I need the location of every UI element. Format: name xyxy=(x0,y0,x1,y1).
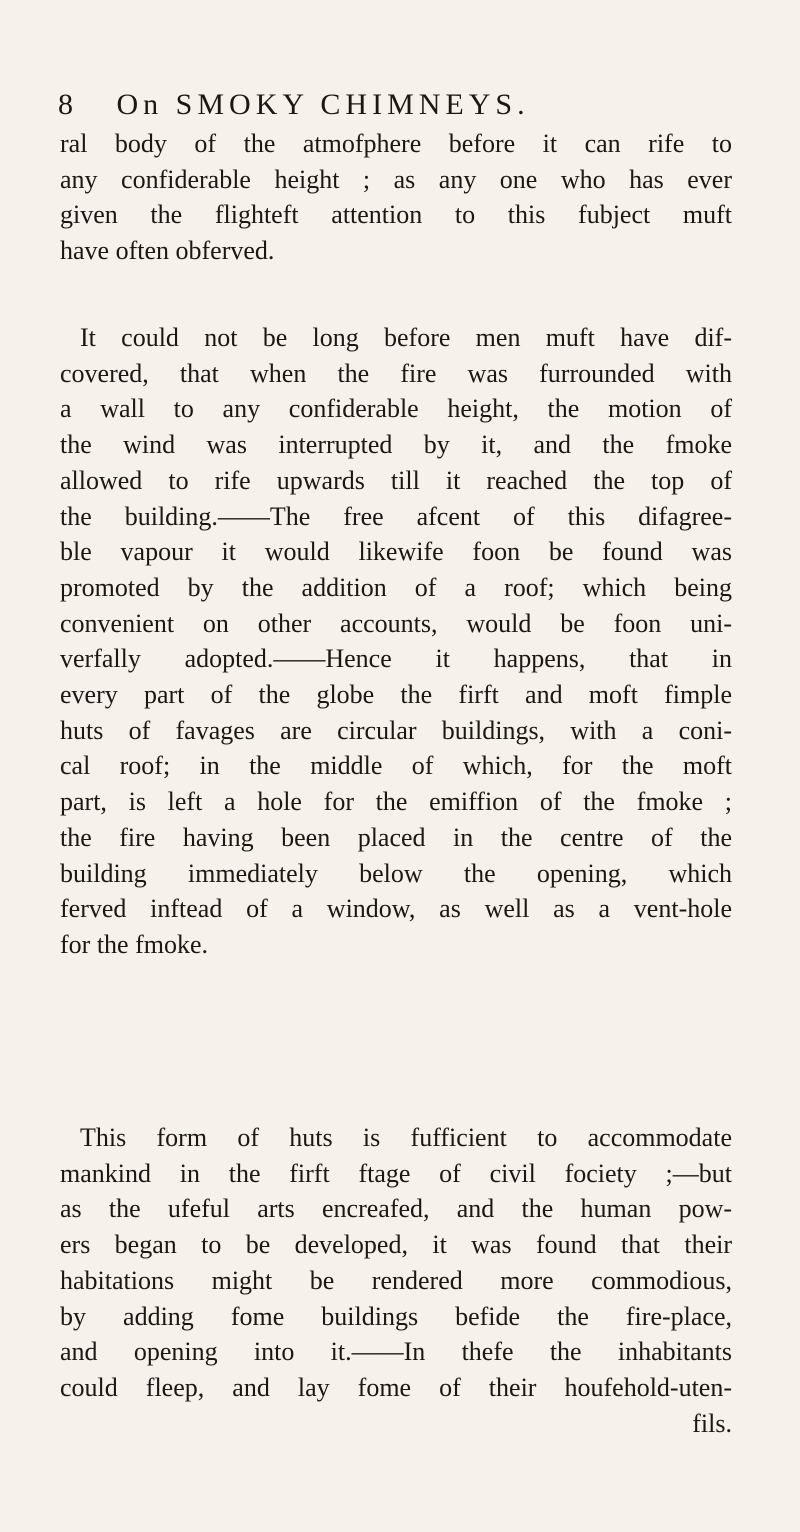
text-line: verfally adopted.——Hence it happens, that in xyxy=(60,644,732,674)
text-line: mankind in the firft ftage of civil fociety ;—but xyxy=(60,1158,732,1188)
text-line: habitations might be rendered more commodious, xyxy=(60,1265,732,1295)
text-line: ferved inftead of a window, as well as a vent-hole xyxy=(60,894,732,924)
text-line: covered, that when the fire was furrounded with xyxy=(60,358,732,388)
text-line: cal roof; in the middle of which, for the moft xyxy=(60,751,732,781)
text-line: given the flighteft attention to this fubject muft xyxy=(60,200,732,230)
paragraph-2 xyxy=(60,320,732,963)
text-line: by adding fome buildings befide the fire-place, xyxy=(60,1301,732,1331)
text-line: ers began to be developed, it was found that their xyxy=(60,1230,732,1260)
paragraph-1 xyxy=(60,126,732,269)
text-line: every part of the globe the firft and moft fimple xyxy=(60,680,732,710)
text-line: fils. xyxy=(692,1408,732,1438)
text-line: promoted by the addition of a roof; which being xyxy=(60,572,732,602)
text-line: have often obferved. xyxy=(60,236,275,266)
text-line: the fire having been placed in the centre of the xyxy=(60,822,732,852)
text-line: any confiderable height ; as any one who has ever xyxy=(60,164,732,194)
text-line: building immediately below the opening, which xyxy=(60,858,732,888)
text-line: for the fmoke. xyxy=(60,929,209,959)
text-line: It could not be long before men muft have dif- xyxy=(80,323,732,352)
text-line: part, is left a hole for the emiffion of the fmoke ; xyxy=(60,787,732,817)
text-line: a wall to any confiderable height, the motion of xyxy=(60,394,732,424)
text-line: convenient on other accounts, would be foon uni- xyxy=(60,608,732,638)
text-line: as the ufeful arts encreafed, and the human pow- xyxy=(60,1194,732,1224)
paragraph-3 xyxy=(60,1120,732,1441)
running-head xyxy=(58,88,718,122)
text-line: ble vapour it would likewife foon be found was xyxy=(60,537,732,567)
text-line: could fleep, and lay fome of their houfehold-uten- xyxy=(60,1372,732,1402)
text-line: huts of favages are circular buildings, with a coni- xyxy=(60,715,732,745)
text-line: and opening into it.——In thefe the inhabitants xyxy=(60,1337,732,1367)
chapter-title: On SMOKY CHIMNEYS. xyxy=(116,88,530,121)
page-number: 8 xyxy=(58,88,77,121)
text-line: This form of huts is fufficient to accommodate xyxy=(80,1123,732,1152)
text-line: ral body of the atmofphere before it can rife to xyxy=(60,129,732,158)
text-line: allowed to rife upwards till it reached the top of xyxy=(60,465,732,495)
text-line: the building.——The free afcent of this difagree- xyxy=(60,501,732,531)
text-line: the wind was interrupted by it, and the fmoke xyxy=(60,430,732,460)
